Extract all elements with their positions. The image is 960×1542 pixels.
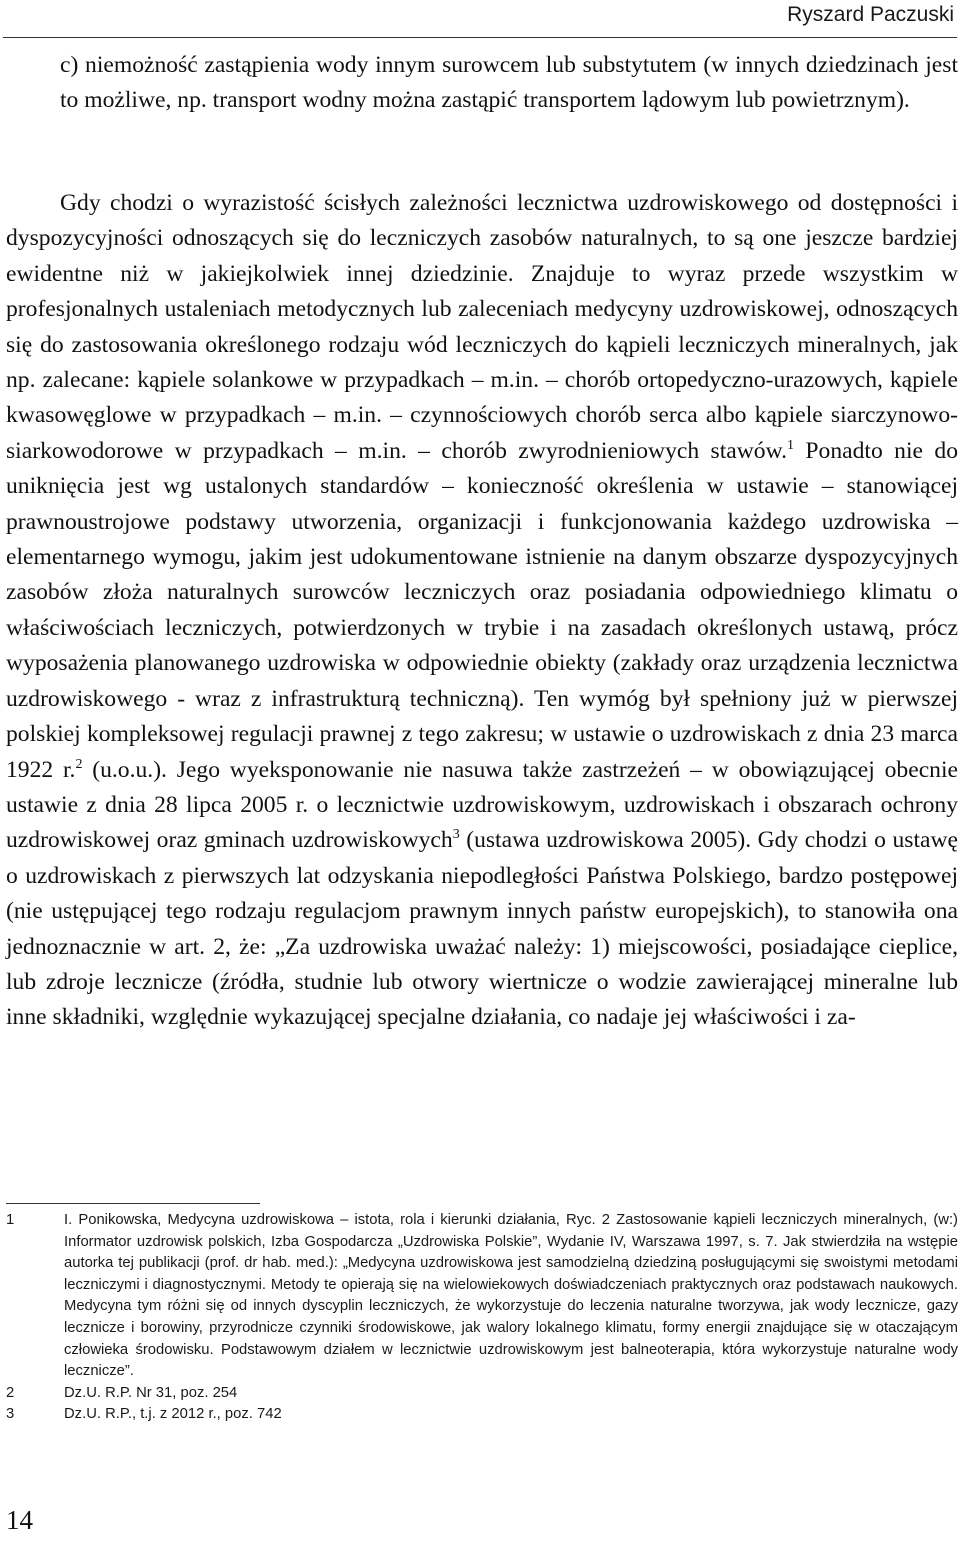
footnote-text: Dz.U. R.P., t.j. z 2012 r., poz. 742: [64, 1406, 282, 1423]
footnote-ref-3[interactable]: 3: [452, 827, 460, 843]
footnote-number: 2: [6, 1384, 15, 1401]
main-paragraph-part-4: (ustawa uzdrowiskowa 2005). Gdy chodzi o ustawę o uzdrowiskach z pierwszych lat odzyskania niepodległości Państwa Polskiego, bardzo postępowej (nie ustępującej tego rodzaju regulacjom prawnym innych państw europejskich), to stanowiła ona jednoznacznie w art. 2, że: „Za uzdrowiska uważać należy: 1) miejscowości, posiadające cieplice, lub zdroje lecznicze (źródła, studnie lub otwory wiertnicze o wodzie zawierającej mineralne lub inne składniki, względnie wykazującej specjalne działania, co nadaje jej właściwości i za-: [6, 827, 958, 1031]
footnote-divider: [6, 1203, 260, 1204]
footnote-1: [6, 1210, 958, 1383]
list-item-c: c) niemożność zastąpienia wody innym surowcem lub substytutem (w innych dziedzinach jest to możliwe, np. transport wodny można zastąpić transportem lądowym lub powietrznym).: [60, 52, 958, 114]
footnote-text: I. Ponikowska, Medycyna uzdrowiskowa – istota, rola i kierunki działania, Ryc. 2 Zastosowanie kąpieli leczniczych mineralnych, (w:) Informator uzdrowisk polskich, Izba Gospodarcza „Uzdrowiska Polskie”, Wydanie IV, Warszawa 1997, s. 7. Jak stwierdziła na wstępie autorka tej publikacji (prof. dr hab. med.): „Medycyna uzdrowiskowa jest samodzielną dziedziną posługującymi się swoistymi metodami leczniczymi i diagnostycznymi. Metody te opierają się na wielowiekowych doświadczeniach praktycznych oraz podstawach naukowych. Medycyna tym różni się od innych dyscyplin leczniczych, że wykorzystuje do leczenia naturalne tworzywa, jak wody lecznicze, gazy lecznicze i borowiny, przyrodnicze czynniki środowiskowe, jak walory lokalnego klimatu, formy energii znajdujące się w otaczającym człowieka środowisku. Podstawowym działem w lecznictwie uzdrowiskowym jest balneoterapia, która wykorzystuje naturalne wody lecznicze”.: [64, 1212, 958, 1380]
footnote-ref-2[interactable]: 2: [75, 756, 83, 772]
main-paragraph: [6, 186, 958, 1036]
footnote-text: Dz.U. R.P. Nr 31, poz. 254: [64, 1384, 238, 1401]
running-header-author: Ryszard Paczuski: [787, 3, 954, 26]
footnote-number: 3: [6, 1406, 15, 1423]
footnote-3: [6, 1404, 958, 1426]
main-paragraph-part-2: Ponadto nie do uniknięcia jest wg ustalonych standardów – konieczność określenia w ustawie – stanowiącej prawnoustrojowe podstawy utworzenia, organizacji i funkcjonowania każdego uzdrowiska – elementarnego wymogu, jakim jest udokumentowane istnienie na danym obszarze dyspozycyjnych zasobów złoża naturalnych surowców leczniczych oraz posiadania odpowiedniego klimatu o właściwościach leczniczych, potwierdzonych w trybie i na zasadach określonych ustawą, prócz wyposażenia planowanego uzdrowiska w odpowiednie obiekty (zakłady oraz urządzenia lecznictwa uzdrowiskowego - wraz z infrastrukturą techniczną). Ten wymóg był spełniony już w pierwszej polskiej kompleksowej regulacji prawnej z tego zakresu; w ustawie o uzdrowiskach z dnia 23 marca 1922 r.: [6, 437, 959, 783]
main-paragraph-part-3: (u.o.u.). Jego wyeksponowanie nie nasuwa także zastrzeżeń – w obowiązującej obecnie ustawie z dnia 28 lipca 2005 r. o lecznictwie uzdrowiskowym, uzdrowiskach i obszarach ochrony uzdrowiskowej oraz gminach uzdrowiskowych: [6, 756, 958, 854]
page-number: 14: [6, 1505, 33, 1535]
main-paragraph-part-1: Gdy chodzi o wyrazistość ścisłych zależności lecznictwa uzdrowiskowego od dostępności i dyspozycyjności odnoszących się do leczniczych zasobów naturalnych, to są one jeszcze bardziej ewidentne niż w jakiejkolwiek innej dziedzinie. Znajduje to wyraz przede wszystkim w profesjonalnych ustaleniach metodycznych lub zaleceniach medycyny uzdrowiskowej, odnoszących się do zastosowania określonego rodzaju wód leczniczych do kąpieli leczniczych mineralnych, jak np. zalecane: kąpiele solankowe w przypadkach – m.in. – chorób ortopedyczno-urazowych, kąpiele kwasowęglowe w przypadkach – m.in. – czynnościowych chorób serca albo kąpiele siarczynowo-siarkowodorowe w przypadkach – m.in. – chorób zwyrodnieniowych stawów.: [6, 190, 958, 464]
footnote-number: 1: [6, 1212, 15, 1228]
footnote-2: [6, 1383, 958, 1405]
header-divider: [3, 37, 957, 38]
footnotes: [6, 1210, 958, 1426]
footnote-ref-1[interactable]: 1: [787, 437, 795, 453]
